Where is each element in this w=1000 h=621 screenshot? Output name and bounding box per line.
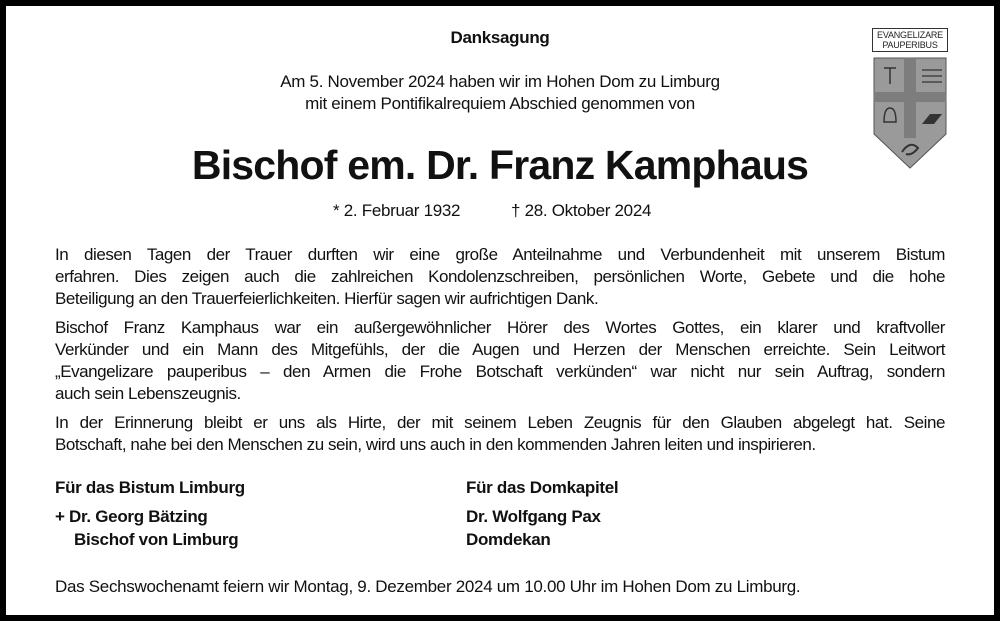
signature-name-1: + Dr. Georg Bätzing [55,507,208,526]
signature-role-2: Domdekan [466,530,551,549]
deceased-name: Bischof em. Dr. Franz Kamphaus [191,142,809,188]
signature-role-1: Bischof von Limburg [74,530,239,549]
paragraph-2-line: „Evangelizare pauperibus – den Armen die Frohe Botschaft verkünden“ war nicht nur sein Auftrag, sondern [55,362,945,381]
paragraph-2-line: Bischof Franz Kamphaus war ein außergewöhnlicher Hörer des Wortes Gottes, ein klarer und kraftvoller [55,318,945,337]
paragraph-1-line: erfahren. Dies zeigen auch die zahlreichen Kondolenzschreiben, persönlichen Worte, Gebete und die hohe [55,267,945,286]
signature-name-2: Dr. Wolfgang Pax [466,507,601,526]
paragraph-2-line: Verkünder und ein Mann des Mitgefühls, der die Augen und Herzen der Menschen erreichte. Sein Leitwort [55,340,945,359]
paragraph-3-line: Botschaft, nahe bei den Menschen zu sein, wird uns auch in den kommenden Jahren leiten und inspirieren. [55,435,816,454]
motto-line-2: PAUPERIBUS [882,40,938,50]
paragraph-1-line: Beteiligung an den Trauerfeierlichkeiten. Hierfür sagen wir aufrichtigen Dank. [55,289,599,308]
intro-line-2: mit einem Pontifikalrequiem Abschied genommen von [305,94,695,113]
paragraph-2-line: auch sein Lebenszeugnis. [55,384,241,403]
heading: Danksagung [450,28,550,47]
paragraph-3-line: In der Erinnerung bleibt er uns als Hirte, der mit seinem Leben Zeugnis für den Glauben abgelegt hat. Seine [55,413,945,432]
signature-org-2: Für das Domkapitel [466,478,619,497]
paragraph-1-line: In diesen Tagen der Trauer durften wir eine große Anteilnahme und Verbundenheit mit unserem Bistum [55,245,945,264]
shield-icon [872,56,948,171]
death-date: † 28. Oktober 2024 [511,201,652,220]
coat-of-arms [872,28,948,171]
intro-line-1: Am 5. November 2024 haben wir im Hohen Dom zu Limburg [280,72,720,91]
signature-org-1: Für das Bistum Limburg [55,478,245,497]
crest-motto [872,28,948,52]
birth-date: * 2. Februar 1932 [333,201,461,220]
motto-line-1: EVANGELIZARE [877,30,943,40]
footer-note: Das Sechswochenamt feiern wir Montag, 9. Dezember 2024 um 10.00 Uhr im Hohen Dom zu Limburg. [55,577,801,596]
